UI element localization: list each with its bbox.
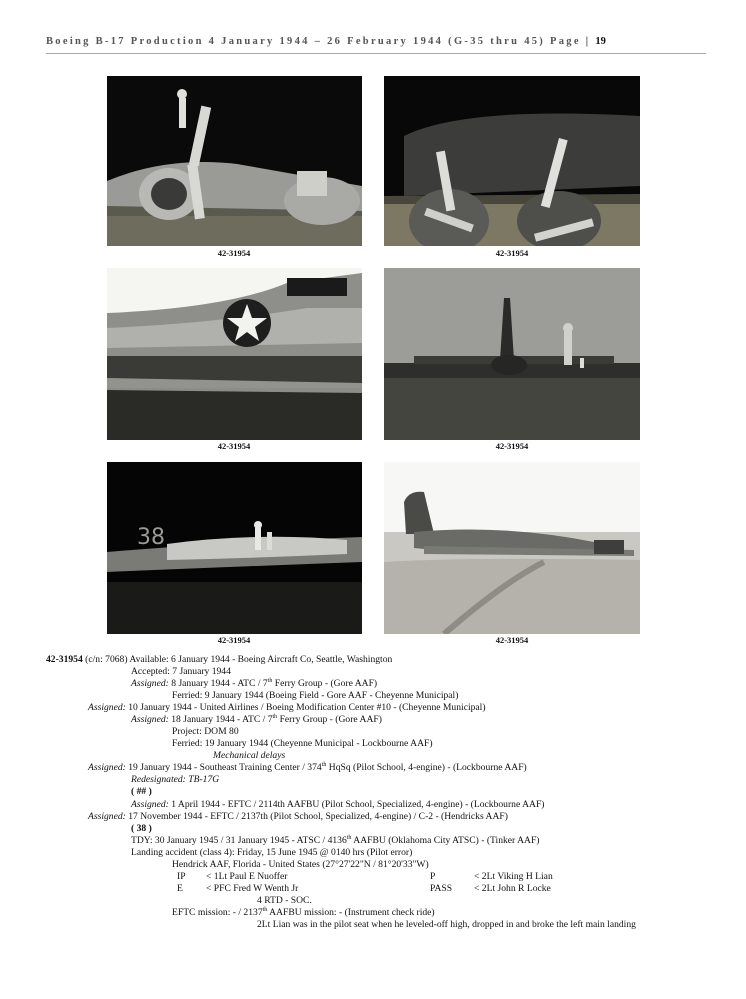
page-number: 19 <box>595 36 606 47</box>
crew-role-3: E <box>177 883 183 894</box>
record-line-3: Assigned: 8 January 1944 - ATC / 7th Ferry Group - (Gore AAF) <box>131 677 378 689</box>
record-line-15: ( 38 ) <box>131 823 152 834</box>
photo-5-caption: 42-31954 <box>217 635 251 645</box>
crew-name-1: < 1Lt Paul E Nuoffer <box>206 871 288 882</box>
crew-role-4: PASS <box>430 883 453 894</box>
record-line-22: EFTC mission: - / 2137th AAFBU mission: - (Instrument check ride) <box>172 906 435 918</box>
crew-role-2: P <box>430 871 436 882</box>
record-line-12: ( ## ) <box>131 786 152 797</box>
record-line-17: Landing accident (class 4): Friday, 15 June 1945 @ 0140 hrs (Pilot error) <box>131 847 413 858</box>
record-line-9: Mechanical delays <box>213 750 286 761</box>
record-line-14: Assigned: 17 November 1944 - EFTC / 2137th (Pilot School, Specialized, 4-engine) / C-2 - (Hendricks AAF) <box>88 811 508 822</box>
photo-4-image <box>384 268 640 440</box>
photo-6-image <box>384 462 640 634</box>
record-line-1 <box>46 654 392 666</box>
header-rule <box>46 53 706 54</box>
photo-2-image <box>384 76 640 246</box>
crew-name-2: < 2Lt Viking H Lian <box>474 871 553 882</box>
record-line-13: Assigned: 1 April 1944 - EFTC / 2114th AAFBU (Pilot School, Specialized, 4-engine) - (Lockbourne AAF) <box>131 799 545 810</box>
running-header <box>46 36 706 52</box>
crew-name-4: < 2Lt John R Locke <box>474 883 551 894</box>
record-line-4: Ferried: 9 January 1944 (Boeing Field - Gore AAF - Cheyenne Municipal) <box>172 690 459 701</box>
record-serial: 42-31954 <box>46 654 83 665</box>
photo-3-caption: 42-31954 <box>217 441 251 451</box>
photo-5-image <box>107 462 362 634</box>
photo-3 <box>107 268 362 440</box>
photo-5 <box>107 462 362 634</box>
record-line-18: Hendrick AAF, Florida - United States (27°27'22"N / 81°20'33"W) <box>172 859 429 870</box>
crew-role-1: IP <box>177 871 186 882</box>
record-line-5: Assigned: 10 January 1944 - United Airlines / Boeing Modification Center #10 - (Cheyenne Municipal) <box>88 702 486 713</box>
record-line-21: 4 RTD - SOC. <box>257 895 312 906</box>
record-line-23: 2Lt Lian was in the pilot seat when he leveled-off high, dropped in and broke the left main landing <box>257 919 636 930</box>
record-line-7: Project: DOM 80 <box>172 726 239 737</box>
photo-3-image <box>107 268 362 440</box>
header-title: Boeing B-17 Production 4 January 1944 – 26 February 1944 (G-35 thru 45) <box>46 36 546 47</box>
photo-6 <box>384 462 640 634</box>
record-availability: (c/n: 7068) Available: 6 January 1944 - Boeing Aircraft Co, Seattle, Washington <box>82 654 393 665</box>
svg-text:38: 38 <box>137 525 165 550</box>
header-page-label: Page <box>550 36 581 47</box>
photo-1-caption: 42-31954 <box>217 248 251 258</box>
record-line-6: Assigned: 18 January 1944 - ATC / 7th Ferry Group - (Gore AAF) <box>131 713 382 725</box>
record-line-11: Redesignated: TB-17G <box>131 774 220 785</box>
photo-2-caption: 42-31954 <box>495 248 529 258</box>
header-separator: | <box>585 36 591 47</box>
photo-1-image <box>107 76 362 246</box>
photo-6-caption: 42-31954 <box>495 635 529 645</box>
photo-1 <box>107 76 362 246</box>
photo-4 <box>384 268 640 440</box>
record-line-8: Ferried: 19 January 1944 (Cheyenne Municipal - Lockbourne AAF) <box>172 738 433 749</box>
photo-2 <box>384 76 640 246</box>
photo-4-caption: 42-31954 <box>495 441 529 451</box>
record-line-2: Accepted: 7 January 1944 <box>131 666 231 677</box>
record-line-16: TDY: 30 January 1945 / 31 January 1945 - ATSC / 4136th AAFBU (Oklahoma City ATSC) - (Tinker AAF) <box>131 834 540 846</box>
crew-name-3: < PFC Fred W Wenth Jr <box>206 883 299 894</box>
record-line-10: Assigned: 19 January 1944 - Southeast Training Center / 374th HqSq (Pilot School, 4-engine) - (Lockbourne AAF) <box>88 761 527 773</box>
